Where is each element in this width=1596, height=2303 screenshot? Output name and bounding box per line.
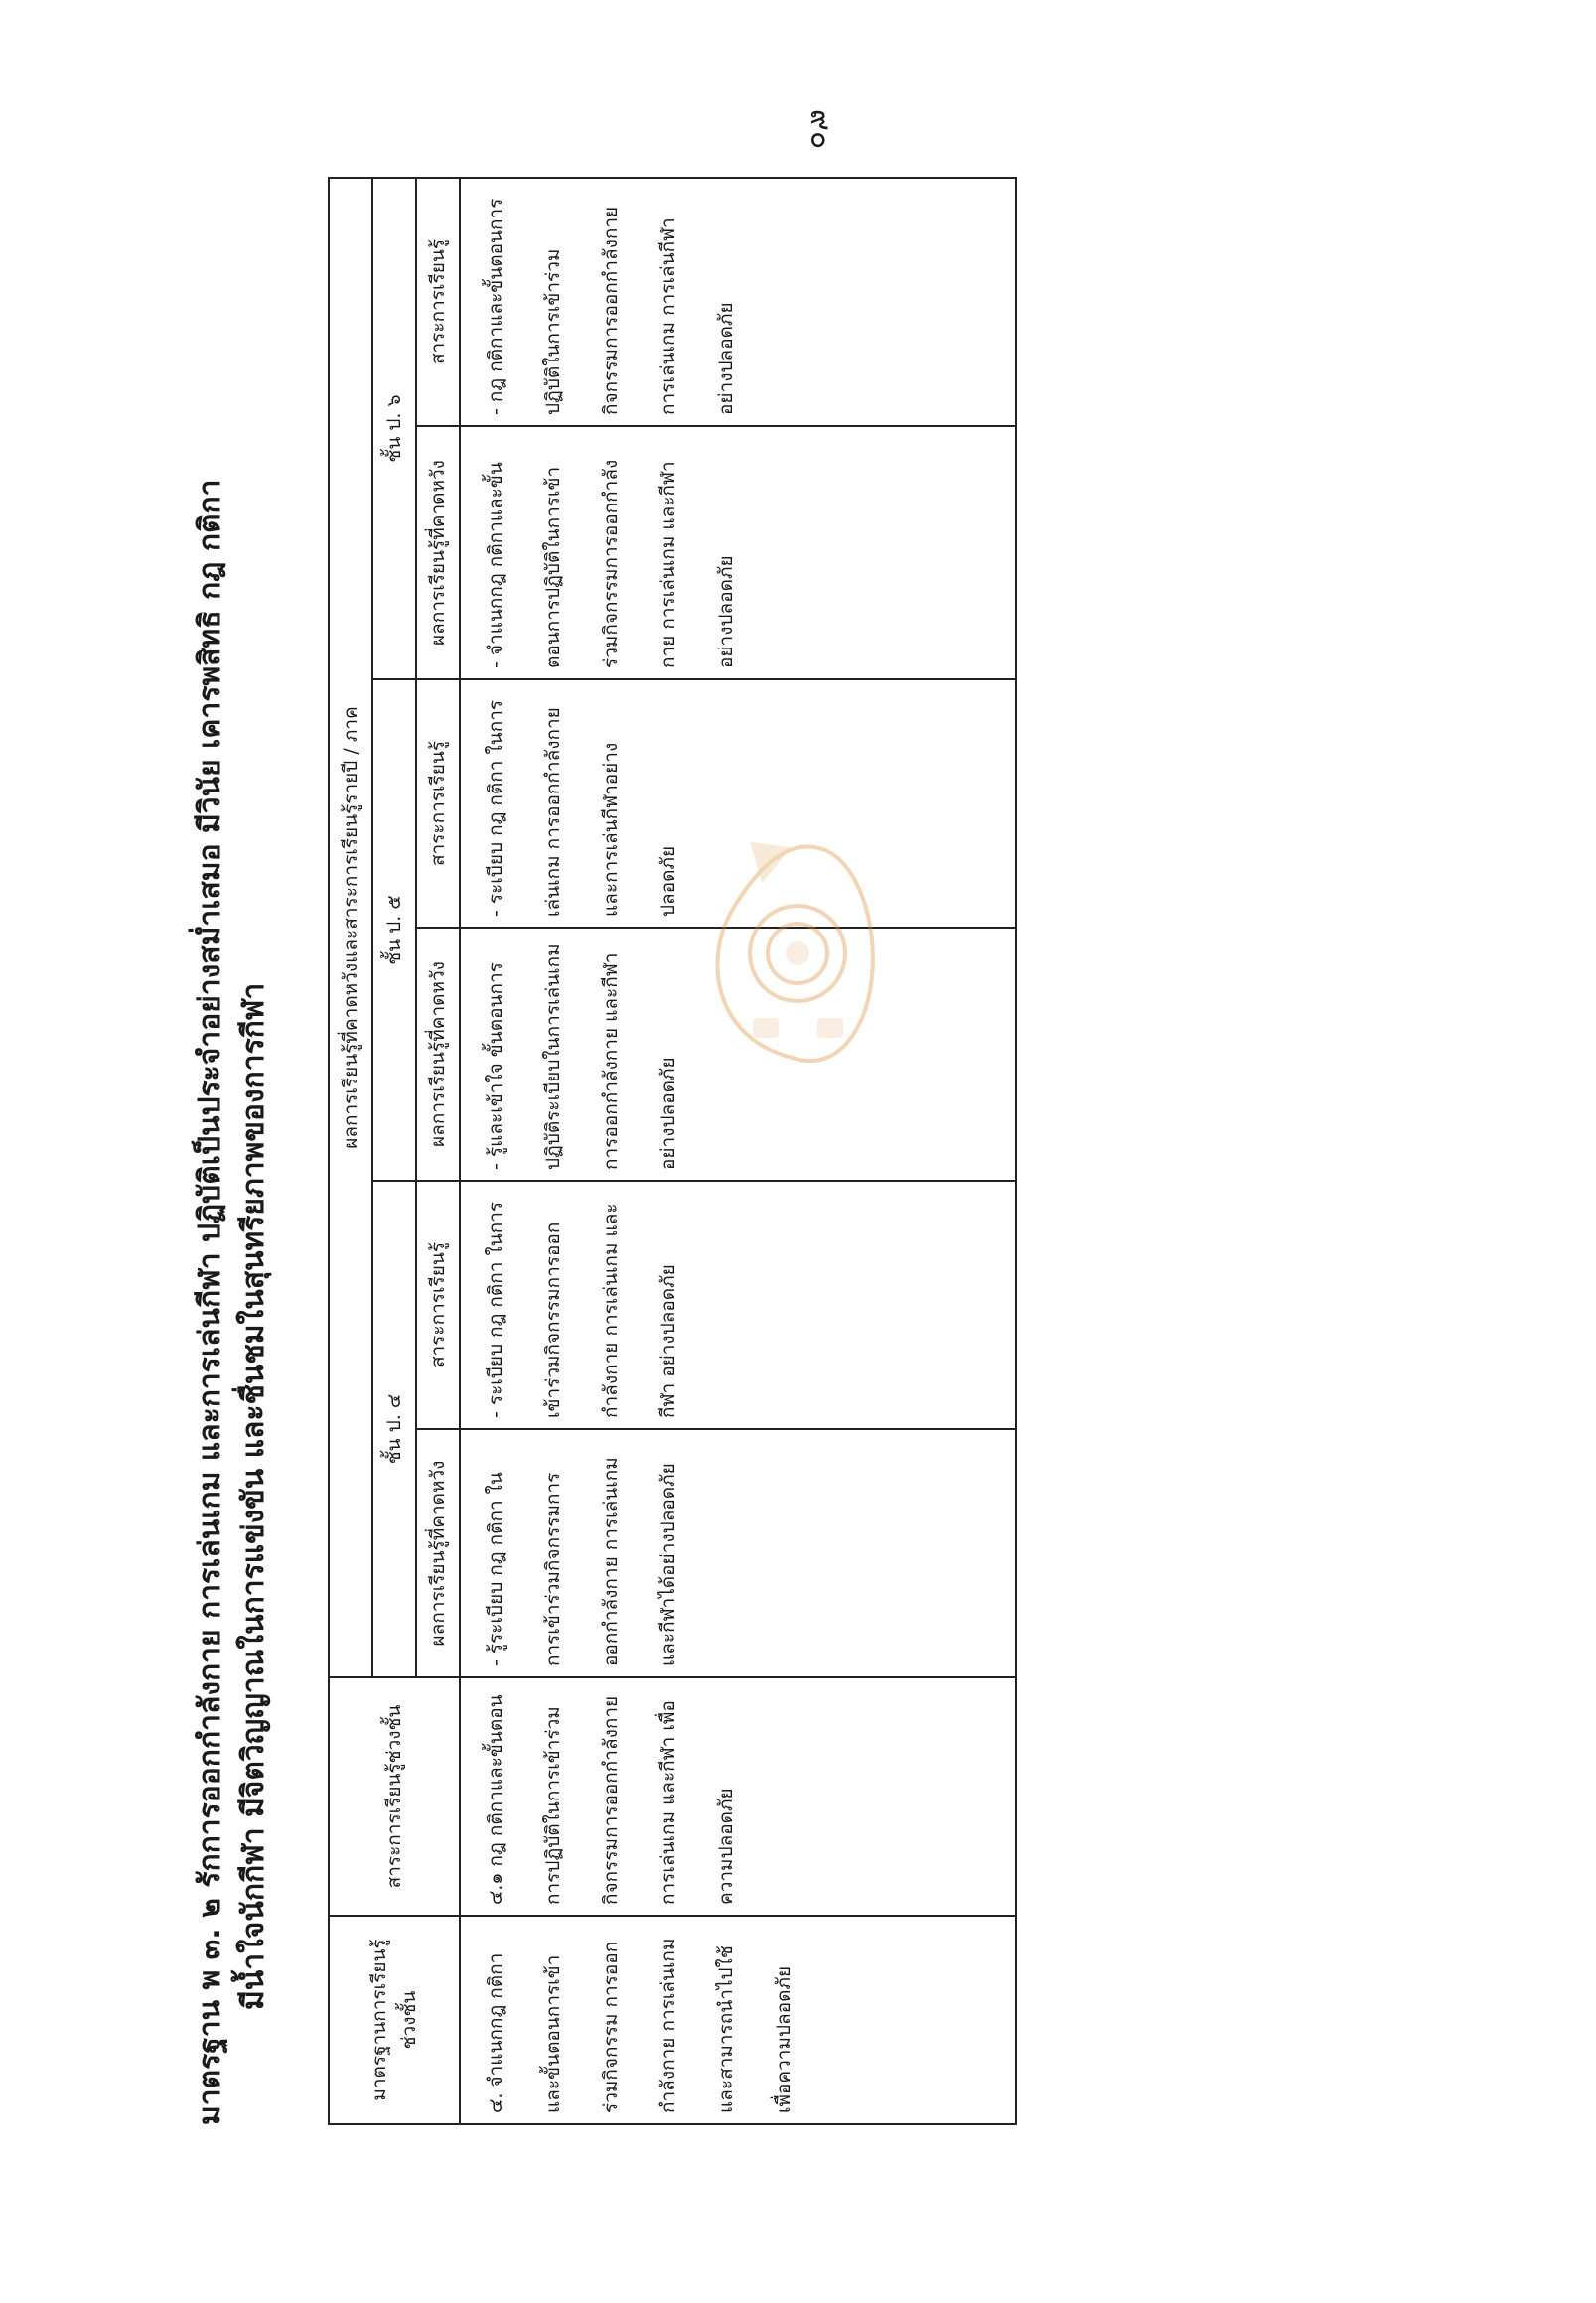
cell-content-p6 bbox=[460, 178, 1016, 426]
header-grade-5: ชั้น ป. ๕ bbox=[372, 679, 416, 1181]
header-content-p4: สาระการเรียนรู้ bbox=[416, 1181, 460, 1429]
cell-standard-text: ๔. จำแนกกฎ กติกาและขั้นตอนการเข้าร่วมกิจกรรม การออกกำลังกาย การเล่นเกม และสามารถนำไปใช้เพื่อความปลอดภัย bbox=[485, 1938, 795, 2113]
header-content-p6: สาระการเรียนรู้ bbox=[416, 178, 460, 426]
header-expected-p4: ผลการเรียนรู้ที่คาดหวัง bbox=[416, 1429, 460, 1677]
header-grade-4: ชั้น ป. ๔ bbox=[372, 1181, 416, 1677]
cell-core-content bbox=[460, 1677, 1016, 1916]
learning-standard-table bbox=[328, 177, 1017, 2125]
page-number: ๙๐ bbox=[803, 108, 838, 150]
header-grade-6: ชั้น ป. ๖ bbox=[372, 178, 416, 679]
standard-heading-line1: มาตรฐาน พ ๓. ๒ รักการออกกำลังกาย การเล่นเกม และการเล่นกีฬา ปฏิบัติเป็นประจำอย่างสม่ำเสมอ มีวินัย เคารพสิทธิ กฎ กติกา bbox=[193, 479, 227, 2125]
cell-content-p4 bbox=[460, 1181, 1016, 1429]
cell-expected-p6 bbox=[460, 426, 1016, 679]
header-expected-p5: ผลการเรียนรู้ที่คาดหวัง bbox=[416, 928, 460, 1181]
cell-content-p5-text: - ระเบียบ กฎ กติกา ในการเล่นเกม การออกกำลังกาย และการเล่นกีฬาอย่างปลอดภัย bbox=[485, 699, 679, 917]
header-content-p5: สาระการเรียนรู้ bbox=[416, 679, 460, 928]
cell-content-p4-text: - ระเบียบ กฎ กติกา ในการเข้าร่วมกิจกรรมการออกกำลังกาย การเล่นเกม และกีฬา อย่างปลอดภัย bbox=[485, 1201, 679, 1418]
table-row bbox=[460, 178, 1016, 2124]
standard-heading bbox=[189, 179, 276, 2125]
header-standard: มาตรฐานการเรียนรู้ช่วงชั้น bbox=[329, 1916, 460, 2124]
cell-core-content-text: ๔.๑ กฎ กติกาและขั้นตอนการปฏิบัติในการเข้าร่วมกิจกรรมการออกกำลังกาย การเล่นเกม และกีฬา เพื่อความปลอดภัย bbox=[485, 1694, 737, 1905]
cell-content-p5 bbox=[460, 679, 1016, 928]
cell-expected-p4 bbox=[460, 1429, 1016, 1677]
cell-expected-p4-text: - รู้ระเบียบ กฎ กติกา ในการเข้าร่วมกิจกรรมการออกกำลังกาย การเล่นเกม และกีฬาได้อย่างปลอดภัย bbox=[485, 1457, 679, 1666]
header-expected-p6: ผลการเรียนรู้ที่คาดหวัง bbox=[416, 426, 460, 679]
cell-content-p6-text: - กฎ กติกาและขั้นตอนการปฏิบัติในการเข้าร่วมกิจกรรมการออกกำลังกาย การเล่นเกม การเล่นกีฬาอย่างปลอดภัย bbox=[485, 198, 737, 415]
rotated-page-content bbox=[189, 179, 1182, 2125]
cell-expected-p5-text: - รู้และเข้าใจ ขั้นตอนการปฏิบัติระเบียบในการเล่นเกมการออกกำลังกาย และกีฬาอย่างปลอดภัย bbox=[485, 943, 679, 1170]
cell-standard bbox=[460, 1916, 1016, 2124]
header-core-content: สาระการเรียนรู้ช่วงชั้น bbox=[329, 1677, 460, 1916]
standard-heading-line2: มีน้ำใจนักกีฬา มีจิตวิญญาณในการแข่งขัน และชื่นชมในสุนทรียภาพของการกีฬา bbox=[236, 982, 271, 2010]
cell-expected-p5 bbox=[460, 928, 1016, 1181]
cell-expected-p6-text: - จำแนกกฎ กติกาและขั้นตอนการปฏิบัติในการเข้าร่วมกิจกรรมการออกกำลังกาย การเล่นเกม และกีฬาอย่างปลอดภัย bbox=[485, 459, 737, 668]
header-group: ผลการเรียนรู้ที่คาดหวังและสาระการเรียนรู้รายปี / ภาค bbox=[329, 178, 372, 1677]
